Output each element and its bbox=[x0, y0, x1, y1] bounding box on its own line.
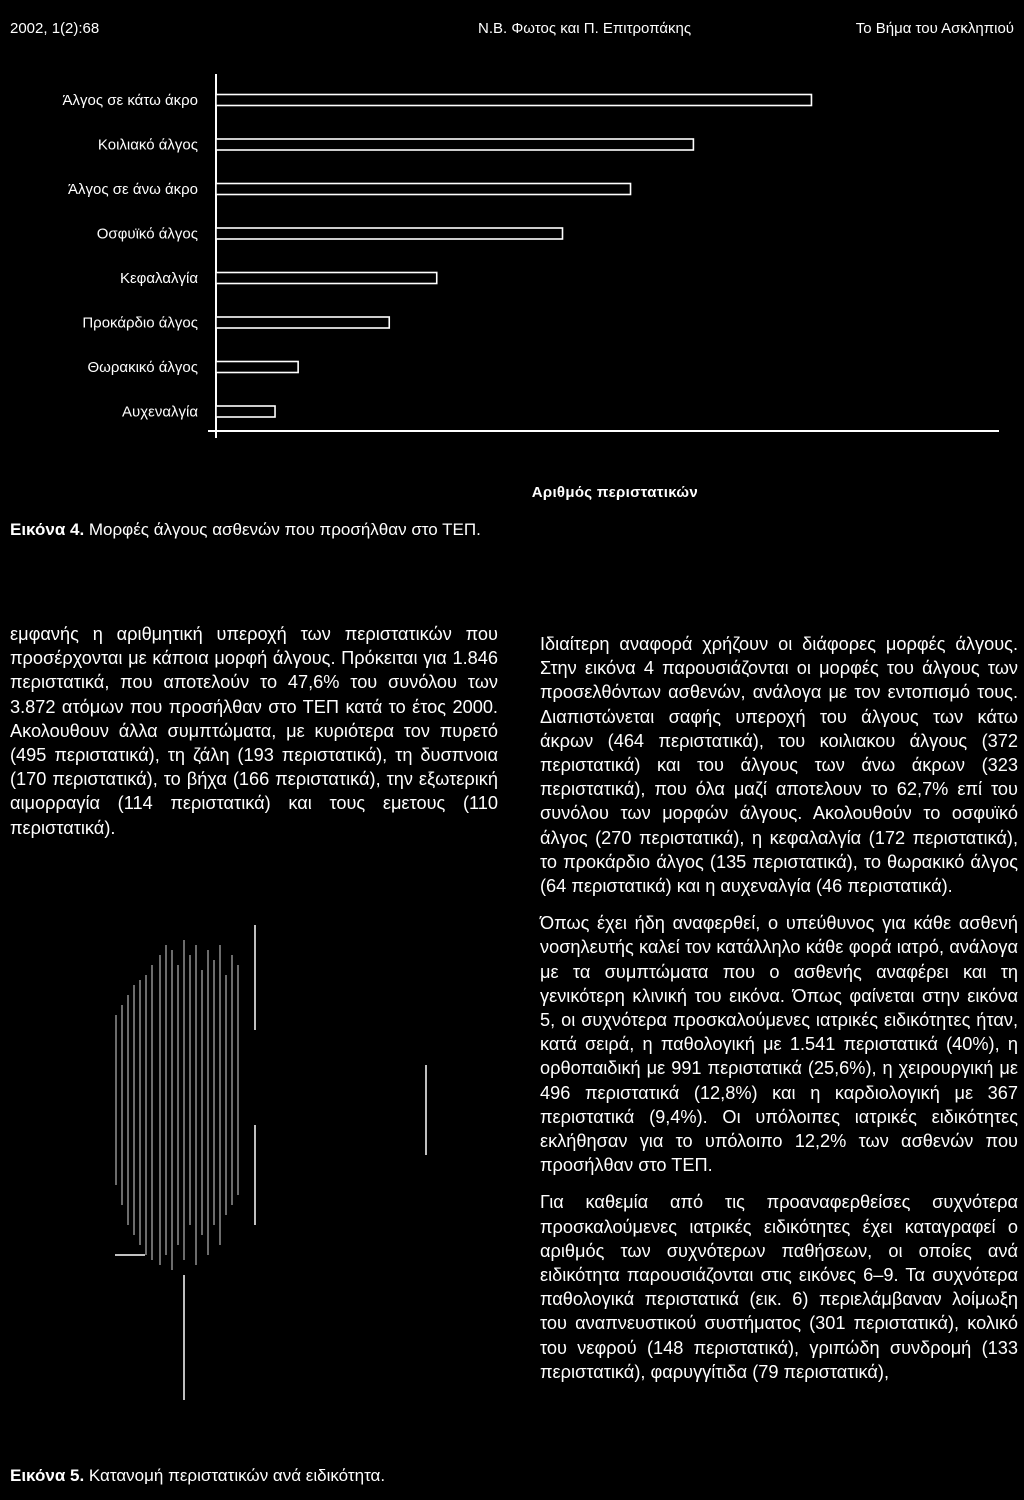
y-tick-label: Αυχεναλγία bbox=[122, 403, 198, 421]
bar bbox=[216, 139, 693, 150]
bar bbox=[216, 273, 437, 284]
y-tick-label: Θωρακικό άλγος bbox=[87, 359, 198, 376]
header-right: Το Βήμα του Ασκληπιού bbox=[855, 20, 1014, 37]
y-tick-label: Κοιλιακό άλγος bbox=[97, 136, 198, 154]
figure5-specialty-image bbox=[100, 925, 460, 1470]
right-paragraph-2: Όπως έχει ήδη αναφερθεί, ο υπεύθυνος για κάθε ασθενή νοσηλευτής καλεί τον κατάλληλο κάθε φορά ιατρό, ανάλογα με τα συμπτώματα που ο ασθενής αναφέρει και τη γενικότερη κλινική του εικόνα. Όπως φαίνεται στην εικόνα 5, οι συχνότερα προσκαλούμενες ιατρικές ειδικότητες ήταν, κατά σειρά, η παθολογική με 1.541 περιστατικά (40%), η ορθοπαιδική με 991 περιστατικά (25,6%), η χειρουργική με 496 περιστατικά (12,8%) και η καρδιολογική με 367 περιστατικά (9,4%). Οι υπόλοιπες ιατρικές ειδικότητες εκλήθησαν για το υπόλοιπο 12,2% των ασθενών που προσήλθαν στο ΤΕΠ. bbox=[540, 913, 1018, 1176]
figure4-caption bbox=[10, 520, 481, 540]
header-center: Ν.Β. Φωτος και Π. Επιτροπάκης bbox=[478, 20, 692, 37]
figure4-caption-label: Εικόνα 4. bbox=[10, 520, 85, 539]
right-paragraph-3: Για καθεμία από τις προαναφερθείσες συχνότερα προσκαλούμενες ιατρικές ειδικότητες έχει καταγραφεί ο αριθμός των συχνότερων παθήσεων, οι οποίες ανά ειδικότητα παρουσιάζονται στις εικόνες 6–9. Τα συχνότερα παθολογικά περιστατικά (εικ. 6) περιελάμβαναν λοίμωξη του αναπνευστικού συστήματος (301 περιστατικά), κολικό του νεφρού (148 περιστατικά), γριπώδη συνδρομή (133 περιστατικά), φαρυγγίτιδα (79 περιστατικά), bbox=[540, 1192, 1018, 1382]
y-tick-label: Άλγος σε άνω άκρο bbox=[68, 181, 198, 198]
bar bbox=[216, 362, 298, 373]
bar bbox=[216, 317, 389, 328]
right-column bbox=[540, 632, 1018, 1397]
y-tick-label: Προκάρδιο άλγος bbox=[82, 314, 198, 332]
right-paragraph-1: Ιδιαίτερη αναφορά χρήζουν οι διάφορες μορφές άλγους. Στην εικόνα 4 παρουσιάζονται οι μορφές του άλγους των προσελθόντων ασθενών, ανάλογα με τον εντοπισμό τους. Διαπιστώνεται σαφής υπεροχή του άλγους των κάτω άκρων (464 περιστατικά), του κοιλιακου άλγους (372 περιστατικά) και του άλγους των άνω άκρων (323 περιστατικά), που όλα μαζί αποτελουν το 62,7% επί του συνόλου των μορφών άλγους. Ακολουθούν το οσφυϊκό άλγος (270 περιστατικά), η κεφαλαλγία (172 περιστατικά), το προκάρδιο άλγος (135 περιστατικά), το θωρακικό άλγος (64 περιστατικά) και η αυχεναλγία (46 περιστατικά). bbox=[540, 634, 1018, 897]
figure5-caption-text: Κατανομή περιστατικών ανά ειδικότητα. bbox=[84, 1466, 386, 1485]
bar bbox=[216, 95, 811, 106]
y-tick-label: Οσφυϊκό άλγος bbox=[96, 225, 198, 243]
left-paragraph-1: εμφανής η αριθμητική υπεροχή των περιστατικών που προσέρχονται με κάποια μορφή άλγους. Πρόκειται για 1.846 περιστατικά, που αποτελούν το 47,6% του συνόλου των 3.872 ατόμων που προσήλθαν στο ΤΕΠ κατά το έτος 2000. Ακολουθουν άλλα συμπτώματα, με κυριότερα τον πυρετό (495 περιστατικά), τη ζάλη (193 περιστατικά), τη δυσπνοια (170 περιστατικά), το βήχα (166 περιστατικά), την εξωτερική αιμορραγία (114 περιστατικά) και τους εμετους (110 περιστατικά). bbox=[10, 624, 498, 838]
pain-type-bar-chart bbox=[0, 70, 1024, 470]
header-left: 2002, 1(2):68 bbox=[10, 20, 100, 37]
figure5-caption bbox=[10, 1466, 385, 1486]
figure5-caption-label: Εικόνα 5. bbox=[10, 1466, 85, 1485]
left-column bbox=[10, 622, 498, 853]
bar bbox=[216, 184, 631, 195]
y-tick-label: Κεφαλαλγία bbox=[119, 270, 198, 287]
bar bbox=[216, 406, 275, 417]
bar bbox=[216, 228, 563, 239]
y-tick-label: Άλγος σε κάτω άκρο bbox=[62, 92, 198, 109]
x-axis-label: Αριθμός περιστατικών bbox=[531, 484, 698, 501]
figure4-caption-text: Μορφές άλγους ασθενών που προσήλθαν στο ΤΕΠ. bbox=[84, 520, 481, 539]
